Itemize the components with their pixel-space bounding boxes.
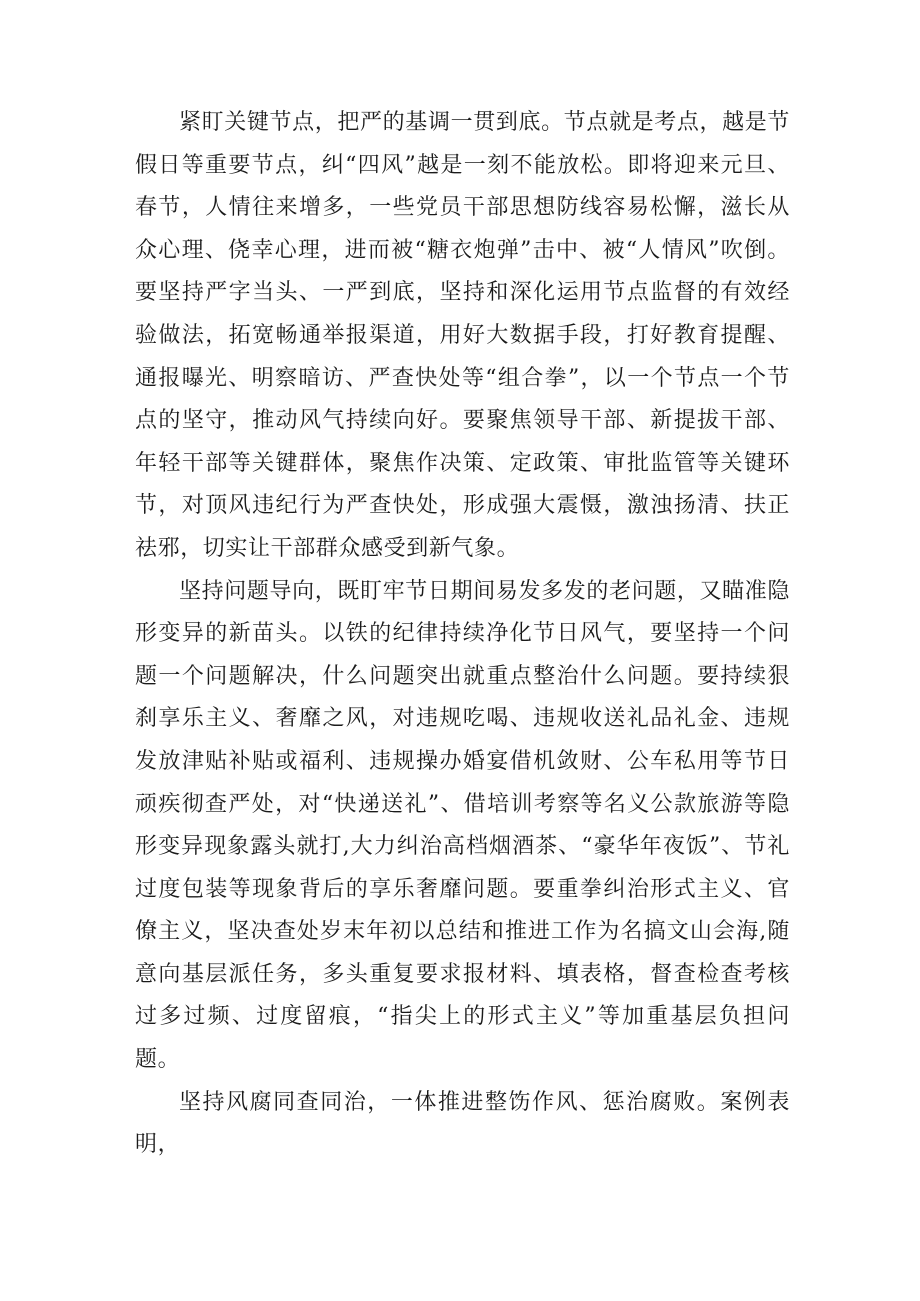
document-body [135, 102, 790, 1167]
paragraph-style-corruption: 坚持风腐同查同治，一体推进整饬作风、惩治腐败。案例表明， [135, 1089, 790, 1158]
paragraph-problem-oriented: 坚持问题导向，既盯牢节日期间易发多发的老问题，又瞄准隐形变异的新苗头。以铁的纪律持续净化节日风气，要坚持一个问题一个问题解决，什么问题突出就重点整治什么问题。要持续狠刹享乐主义、奢靡之风，对违规吃喝、违规收送礼品礼金、违规发放津贴补贴或福利、违规操办婚宴借机敛财、公车私用等节日顽疾彻查严处，对“快递送礼”、借培训考察等名义公款旅游等隐形变异现象露头就打,大力纠治高档烟酒茶、“豪华年夜饭”、节礼过度包装等现象背后的享乐奢靡问题。要重拳纠治形式主义、官僚主义，坚决查处岁末年初以总结和推进工作为名搞文山会海,随意向基层派任务，多头重复要求报材料、填表格，督查检查考核过多过频、过度留痕，“指尖上的形式主义”等加重基层负担问题。 [135, 578, 790, 1073]
paragraph-key-nodes: 紧盯关键节点，把严的基调一贯到底。节点就是考点，越是节假日等重要节点，纠“四风”越是一刻不能放松。即将迎来元旦、春节，人情往来增多，一些党员干部思想防线容易松懈，滋长从众心理、侥幸心理，进而被“糖衣炮弹”击中、被“人情风”吹倒。要坚持严字当头、一严到底，坚持和深化运用节点监督的有效经验做法，拓宽畅通举报渠道，用好大数据手段，打好教育提醒、通报曝光、明察暗访、严查快处等“组合拳”，以一个节点一个节点的坚守，推动风气持续向好。要聚焦领导干部、新提拔干部、年轻干部等关键群体，聚焦作决策、定政策、审批监管等关键环节，对顶风违纪行为严查快处，形成强大震慑，激浊扬清、扶正祛邪，切实让干部群众感受到新气象。 [135, 110, 790, 561]
